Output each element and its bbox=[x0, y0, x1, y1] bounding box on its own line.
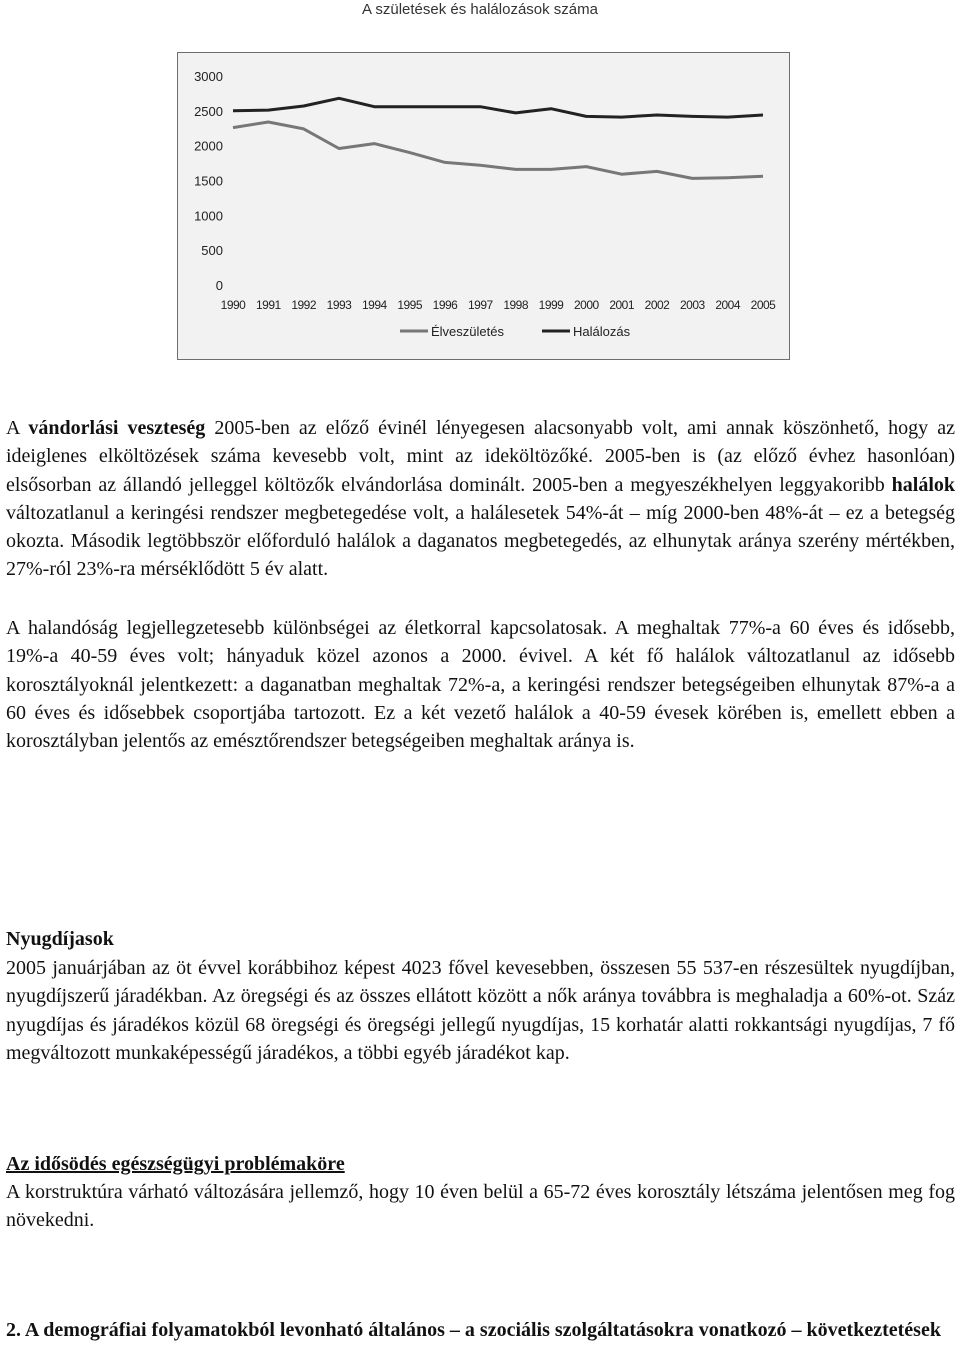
x-tick-label: 1996 bbox=[432, 298, 458, 312]
x-tick-label: 1998 bbox=[503, 298, 529, 312]
bold-term-cause-of-death: halálok bbox=[891, 473, 955, 496]
series-line-Halálozás bbox=[233, 98, 763, 117]
y-tick-label: 2000 bbox=[194, 138, 223, 154]
y-tick-label: 0 bbox=[215, 278, 223, 293]
text-span: változatlanul a keringési rendszer megbetegedése volt, a halálesetek 54%-át – míg 2000-ben 48%-át – ez a betegség okozta. Második legtöbbször előforduló halálok a daganatos megbetegedés, az elhunytak aránya szerény mértékben, 27%-ról 23%-ra mérséklődött 5 év alatt. bbox=[6, 501, 955, 581]
paragraph-mortality-age: A halandóság legjellegzetesebb különbségei az életkorral kapcsolatosak. A meghaltak 77%-a 60 éves és idősebb, 19%-a 40-59 éves volt; hányaduk közel azonos a 2000. évivel. A két fő halálok változatlanul az idősebb korosztályoknál jelentkezett: a daganatban meghaltak 72%-a, a keringési rendszer betegségeiben elhunytak 87%-a a 60 éves és idősebbek csoportjába tartozott. Ez a két vezető halálok a 40-59 évesek körében is, emellett ebben a korosztályban jelentős az emésztőrendszer betegségeiben meghaltak aránya is. bbox=[6, 617, 955, 753]
x-tick-label: 2002 bbox=[644, 298, 670, 312]
line-chart bbox=[177, 52, 790, 360]
legend-label: Élveszületés bbox=[431, 324, 504, 339]
x-tick-label: 2003 bbox=[679, 298, 705, 312]
x-tick-label: 2000 bbox=[573, 298, 599, 312]
x-tick-label: 2001 bbox=[609, 298, 635, 312]
y-tick-label: 500 bbox=[201, 243, 223, 259]
x-tick-label: 1991 bbox=[255, 298, 281, 312]
paragraph-migration-mortality bbox=[6, 414, 955, 584]
x-tick-label: 1994 bbox=[361, 298, 387, 312]
x-tick-label: 1990 bbox=[220, 298, 246, 312]
bold-term-migration-loss: vándorlási veszteség bbox=[28, 417, 206, 439]
y-tick-label: 1500 bbox=[194, 173, 223, 189]
text-span: A bbox=[6, 417, 29, 439]
x-tick-label: 2004 bbox=[715, 298, 741, 312]
x-tick-label: 1999 bbox=[538, 298, 564, 312]
paragraph-aging-health: A korstruktúra várható változására jellemző, hogy 10 éven belül a 65-72 éves korosztály létszáma jelentősen meg fog növekedni. bbox=[6, 1181, 955, 1232]
heading-pensioners: Nyugdíjasok bbox=[6, 928, 114, 950]
chart-title: A születések és halálozások száma bbox=[362, 1, 598, 18]
x-tick-label: 1997 bbox=[467, 298, 493, 312]
chart-svg bbox=[178, 53, 791, 361]
x-tick-label: 1995 bbox=[397, 298, 423, 312]
paragraph-pensioners: 2005 januárjában az öt évvel korábbihoz képest 4023 fővel kevesebben, összesen 55 537-en részesültek nyugdíjban, nyugdíjszerű járadékban. Az öregségi és az összes ellátott között a nők aránya továbbra is meghaladja a 60%-ot. Száz nyugdíjas és járadékos közül 68 öregségi és öregségi jellegű nyugdíjas, 15 korhatár alatti rokkantsági nyugdíjas, 7 fő megváltozott munkaképességű járadékos, a többi egyéb járadékot kap. bbox=[6, 957, 955, 1064]
y-tick-label: 1000 bbox=[194, 208, 223, 224]
heading-conclusions: 2. A demográfiai folyamatokból levonható általános – a szociális szolgáltatásokra vonatkozó – következtetések bbox=[6, 1319, 941, 1341]
x-tick-label: 2005 bbox=[750, 298, 776, 312]
x-tick-label: 1992 bbox=[291, 298, 317, 312]
y-tick-label: 3000 bbox=[194, 69, 223, 84]
text-span: 2005-ben az előző évinél lényegesen alacsonyabb volt, ami annak köszönhető, hogy az ideiglenes elköltözések száma kevesebb volt, mint az ideköltözőké. 2005-ben is (az előző évhez hasonlóan) elsősorban az állandó jelleggel költözők elvándorlása dominált. bbox=[6, 417, 955, 496]
text-span: 2005-ben a megyeszékhelyen leggyakoribb bbox=[525, 473, 892, 496]
legend-label: Halálozás bbox=[573, 324, 631, 339]
heading-aging-health: Az idősödés egészségügyi problémaköre bbox=[6, 1153, 345, 1175]
series-line-Élveszületés bbox=[233, 122, 763, 178]
y-tick-label: 2500 bbox=[194, 103, 223, 119]
x-tick-label: 1993 bbox=[326, 298, 352, 312]
